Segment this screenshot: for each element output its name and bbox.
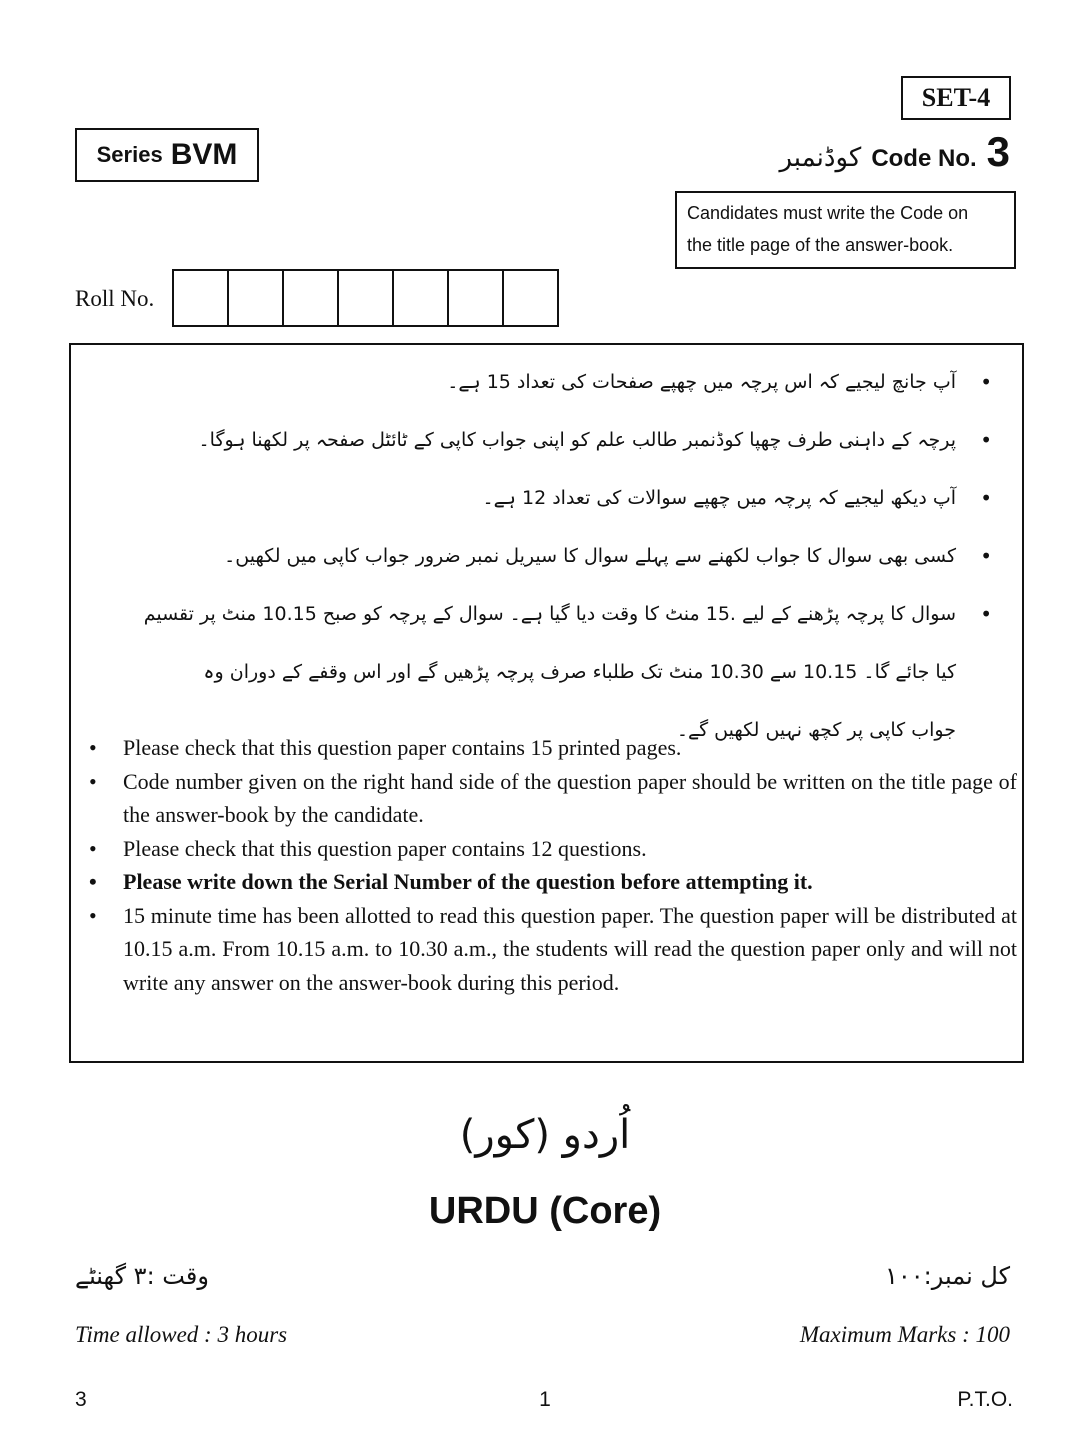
urdu-instruction-item: • آپ دیکھ لیجیے کہ پرچہ میں چھپے سوالات کی تعداد 12 ہے۔ <box>102 469 1002 527</box>
code-number <box>779 128 1010 178</box>
code-label-urdu: کوڈنمبر <box>779 143 862 173</box>
roll-number-boxes <box>172 269 559 327</box>
time-allowed-urdu: وقت :۳ گھنٹے <box>75 1262 209 1290</box>
english-instruction-item: • 15 minute time has been allotted to read this question paper. The question paper will be distributed at 10.15 a.m. From 10.15 a.m. to 10.30 a.m., the students will read the question paper only and will not write any answer on the answer-book during this period. <box>85 899 1017 1000</box>
pto-label: P.T.O. <box>957 1388 1013 1411</box>
instructions-box <box>69 343 1024 1063</box>
urdu-instruction-item: • کسی بھی سوال کا جواب لکھنے سے پہلے سوال کا سیریل نمبر ضرور جواب کاپی میں لکھیں۔ <box>102 527 1002 585</box>
urdu-instruction-item: • آپ جانچ لیجیے کہ اس پرچہ میں چھپے صفحات کی تعداد 15 ہے۔ <box>102 353 1002 411</box>
roll-number-cell[interactable] <box>394 271 449 325</box>
roll-number-cell[interactable] <box>284 271 339 325</box>
urdu-instruction-item: • پرچہ کے داہنی طرف چھپا کوڈنمبر طالب علم کو اپنی جواب کاپی کے ٹائٹل صفحہ پر لکھنا ہوگا۔ <box>102 411 1002 469</box>
series-box <box>75 128 259 182</box>
english-instruction-item: • Code number given on the right hand side of the question paper should be written on the title page of the answer-book by the candidate. <box>85 765 1017 832</box>
candidate-note <box>675 191 1016 269</box>
english-instruction-item: • Please check that this question paper contains 12 questions. <box>85 832 1017 866</box>
roll-number-cell[interactable] <box>174 271 229 325</box>
urdu-instruction-line: • سوال کا پرچہ پڑھنے کے لیے .15 منٹ کا وقت دیا گیا ہے۔ سوال کے پرچہ کو صبح 10.15 منٹ پر تقسیم <box>143 603 956 625</box>
roll-number-cell[interactable] <box>504 271 559 325</box>
english-instructions <box>85 731 1017 999</box>
subject-title-urdu: اُردو (کور) <box>459 1112 631 1158</box>
time-allowed: Time allowed : 3 hours <box>75 1322 288 1347</box>
candidate-note-line: Candidates must write the Code on <box>687 203 969 223</box>
urdu-instruction-line: کیا جائے گا۔ 10.15 سے 10.30 منٹ تک طلباء صرف پرچہ پڑھیں گے اور اس وقفے کے دوران وہ <box>203 661 956 683</box>
urdu-instructions <box>102 353 1002 759</box>
set-label: SET-4 <box>901 76 1011 120</box>
subject-title: URDU (Core) <box>428 1190 662 1232</box>
series-label: Series <box>96 142 163 167</box>
code-value: 3 <box>986 128 1010 175</box>
maximum-marks-urdu: کل نمبر:۱۰۰ <box>884 1262 1010 1290</box>
series-value: BVM <box>170 138 238 171</box>
page-number: 1 <box>539 1388 551 1411</box>
roll-number-cell[interactable] <box>339 271 394 325</box>
roll-number-cell[interactable] <box>229 271 284 325</box>
roll-number-cell[interactable] <box>449 271 504 325</box>
urdu-instruction-line: جواب کاپی پر کچھ نہیں لکھیں گے۔ <box>676 719 956 741</box>
english-instruction-item: • Please check that this question paper contains 15 printed pages. <box>85 731 1017 765</box>
footer-code: 3 <box>75 1388 87 1411</box>
candidate-note-line: the title page of the answer-book. <box>687 235 954 255</box>
roll-number-label: Roll No. <box>75 286 155 311</box>
maximum-marks: Maximum Marks : 100 <box>799 1322 1010 1347</box>
code-label: Code No. <box>871 145 977 172</box>
english-instruction-item: • Please write down the Serial Number of the question before attempting it. <box>85 865 1017 899</box>
